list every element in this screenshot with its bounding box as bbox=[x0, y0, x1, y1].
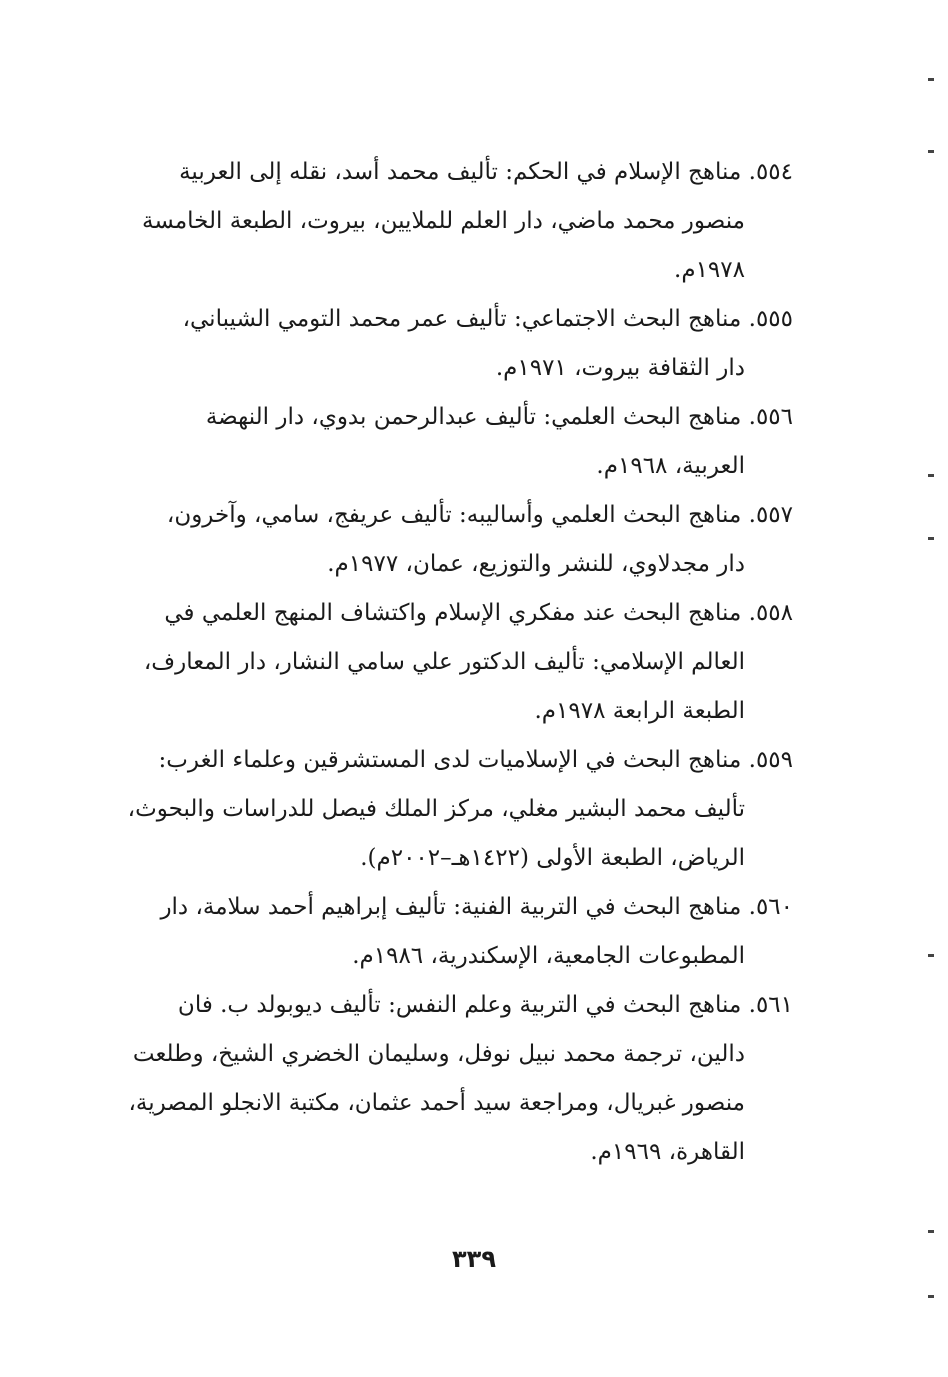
entry-continuation-line: دالين، ترجمة محمد نبيل نوفل، وسليمان الخضري الشيخ، وطلعت bbox=[132, 1041, 745, 1067]
entry-number: ٥٥٥. bbox=[748, 306, 793, 332]
entry-continuation-line: دار مجدلاوي، للنشر والتوزيع، عمان، ١٩٧٧م. bbox=[327, 551, 745, 577]
entry-continuation-line: ١٩٧٨م. bbox=[674, 257, 745, 283]
entry-first-line: مناهج البحث في التربية وعلم النفس: تأليف ديوبولد ب. فان bbox=[177, 992, 742, 1018]
scan-edge-mark bbox=[928, 954, 934, 957]
entry-first-line: مناهج الإسلام في الحكم: تأليف محمد أسد، نقله إلى العربية bbox=[179, 159, 742, 185]
entry-number: ٥٥٩. bbox=[748, 747, 793, 773]
entry-continuation-line: الرياض، الطبعة الأولى (١٤٢٢هـ–٢٠٠٢م). bbox=[360, 845, 745, 871]
entry-first-line: مناهج البحث الاجتماعي: تأليف عمر محمد التومي الشيباني، bbox=[182, 306, 742, 332]
bibliography-entry bbox=[118, 981, 793, 1177]
entry-continuation-line: تأليف محمد البشير مغلي، مركز الملك فيصل للدراسات والبحوث، bbox=[127, 796, 745, 822]
entry-continuation-line: العربية، ١٩٦٨م. bbox=[596, 453, 745, 479]
entry-continuation-line: المطبوعات الجامعية، الإسكندرية، ١٩٨٦م. bbox=[352, 943, 745, 969]
entry-continuation-line: دار الثقافة بيروت، ١٩٧١م. bbox=[495, 355, 745, 381]
entry-number: ٥٥٤. bbox=[748, 159, 793, 185]
scan-edge-mark bbox=[928, 1230, 934, 1233]
entry-continuation-line: القاهرة، ١٩٦٩م. bbox=[590, 1139, 745, 1165]
scan-edge-mark bbox=[928, 150, 934, 153]
bibliography-entry bbox=[118, 589, 793, 736]
scan-edge-mark bbox=[928, 537, 934, 540]
entry-number: ٥٥٨. bbox=[748, 600, 793, 626]
bibliography-entry bbox=[118, 295, 793, 393]
bibliography-list bbox=[118, 148, 793, 1177]
scan-edge-mark bbox=[928, 78, 934, 81]
scan-edge-mark bbox=[928, 474, 934, 477]
entry-number: ٥٦٠. bbox=[748, 894, 793, 920]
page-number: ٣٣٩ bbox=[452, 1245, 496, 1273]
entry-continuation-line: منصور محمد ماضي، دار العلم للملايين، بيروت، الطبعة الخامسة bbox=[141, 208, 745, 234]
scan-edge-mark bbox=[928, 1295, 934, 1298]
entry-continuation-line: الطبعة الرابعة ١٩٧٨م. bbox=[534, 698, 745, 724]
bibliography-entry bbox=[118, 393, 793, 491]
entry-continuation-line: منصور غبريال، ومراجعة سيد أحمد عثمان، مكتبة الانجلو المصرية، bbox=[128, 1090, 745, 1116]
entry-first-line: مناهج البحث في الإسلاميات لدى المستشرقين وعلماء الغرب: bbox=[158, 747, 742, 773]
entry-first-line: مناهج البحث عند مفكري الإسلام واكتشاف المنهج العلمي في bbox=[164, 600, 742, 626]
bibliography-entry bbox=[118, 148, 793, 295]
entry-first-line: مناهج البحث العلمي: تأليف عبدالرحمن بدوي، دار النهضة bbox=[205, 404, 742, 430]
bibliography-entry bbox=[118, 883, 793, 981]
bibliography-entry bbox=[118, 736, 793, 883]
entry-number: ٥٥٧. bbox=[748, 502, 793, 528]
entry-number: ٥٥٦. bbox=[748, 404, 793, 430]
entry-first-line: مناهج البحث العلمي وأساليبه: تأليف عريفج، سامي، وآخرون، bbox=[166, 502, 742, 528]
entry-continuation-line: العالم الإسلامي: تأليف الدكتور علي سامي النشار، دار المعارف، bbox=[143, 649, 745, 675]
entry-first-line: مناهج البحث في التربية الفنية: تأليف إبراهيم أحمد سلامة، دار bbox=[160, 894, 742, 920]
entry-number: ٥٦١. bbox=[748, 992, 793, 1018]
bibliography-entry bbox=[118, 491, 793, 589]
